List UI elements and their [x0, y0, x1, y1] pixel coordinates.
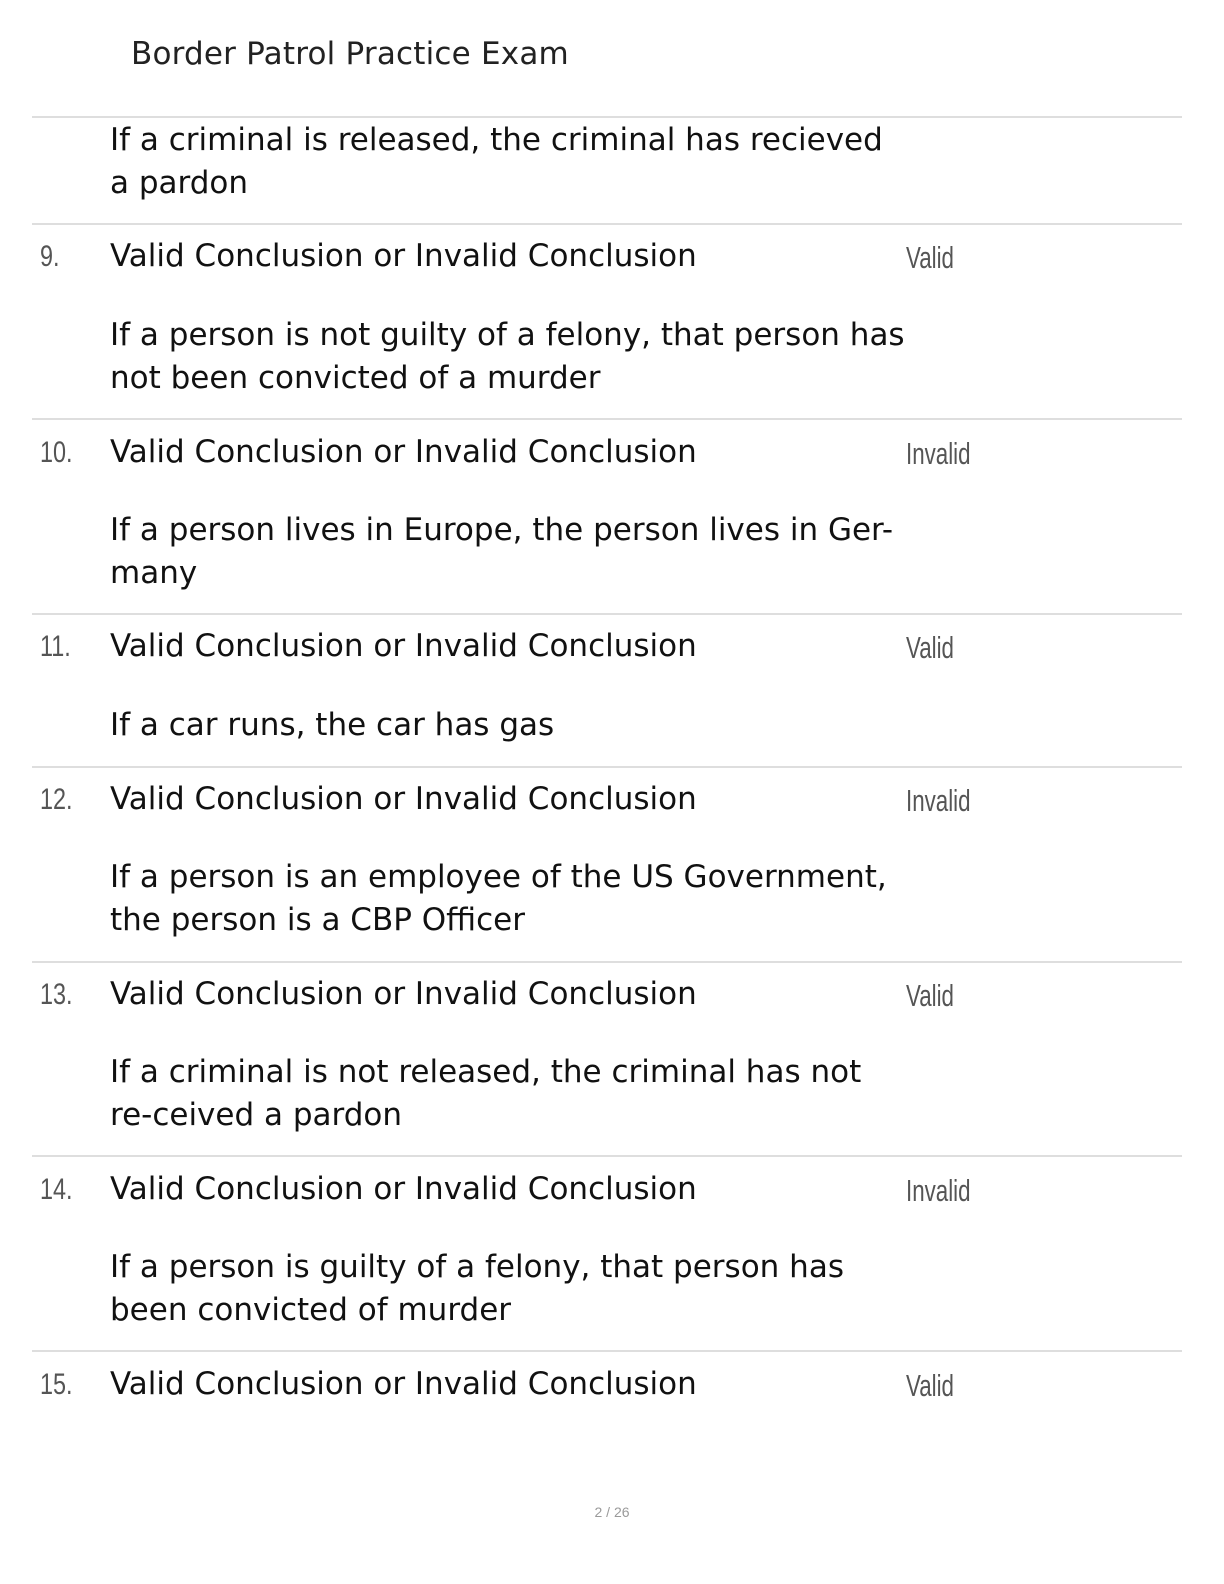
question-statement: If a criminal is released, the criminal has recieved a pardon	[110, 122, 883, 201]
page-indicator: 2 / 26	[594, 1504, 630, 1520]
row-divider	[32, 116, 1182, 118]
question-prompt: Valid Conclusion or Invalid Conclusion	[110, 1171, 697, 1207]
answer-value: Valid	[906, 978, 954, 1013]
answer-value: Invalid	[906, 1173, 971, 1208]
question-prompt: Valid Conclusion or Invalid Conclusion	[110, 781, 697, 817]
question-statement: If a criminal is not released, the criminal has not re-ceived a pardon	[110, 1054, 862, 1133]
question-prompt: Valid Conclusion or Invalid Conclusion	[110, 976, 697, 1012]
question-prompt: Valid Conclusion or Invalid Conclusion	[110, 238, 697, 274]
question-number: 13.	[40, 978, 73, 1011]
question-statement: If a person is guilty of a felony, that person has been convicted of murder	[110, 1249, 844, 1328]
answer-value: Invalid	[906, 783, 971, 818]
question-number: 12.	[40, 783, 73, 816]
row-divider	[32, 766, 1182, 768]
row-divider	[32, 613, 1182, 615]
question-number: 11.	[40, 630, 71, 663]
row-divider	[32, 1350, 1182, 1352]
answer-value: Valid	[906, 630, 954, 665]
question-prompt: Valid Conclusion or Invalid Conclusion	[110, 1366, 697, 1402]
page-title: Border Patrol Practice Exam	[131, 36, 569, 72]
answer-value: Invalid	[906, 436, 971, 471]
question-number: 14.	[40, 1173, 73, 1206]
row-divider	[32, 1155, 1182, 1157]
question-number: 10.	[40, 436, 73, 469]
row-divider	[32, 223, 1182, 225]
question-statement: If a person lives in Europe, the person lives in Ger-many	[110, 512, 894, 591]
answer-value: Valid	[906, 240, 954, 275]
row-divider	[32, 961, 1182, 963]
question-statement: If a car runs, the car has gas	[110, 707, 555, 743]
question-statement: If a person is an employee of the US Government, the person is a CBP Officer	[110, 859, 887, 938]
question-prompt: Valid Conclusion or Invalid Conclusion	[110, 434, 697, 470]
row-divider	[32, 418, 1182, 420]
question-number: 15.	[40, 1368, 73, 1401]
answer-value: Valid	[906, 1368, 954, 1403]
question-number: 9.	[40, 240, 60, 273]
question-prompt: Valid Conclusion or Invalid Conclusion	[110, 628, 697, 664]
question-statement: If a person is not guilty of a felony, that person has not been convicted of a murder	[110, 317, 905, 396]
